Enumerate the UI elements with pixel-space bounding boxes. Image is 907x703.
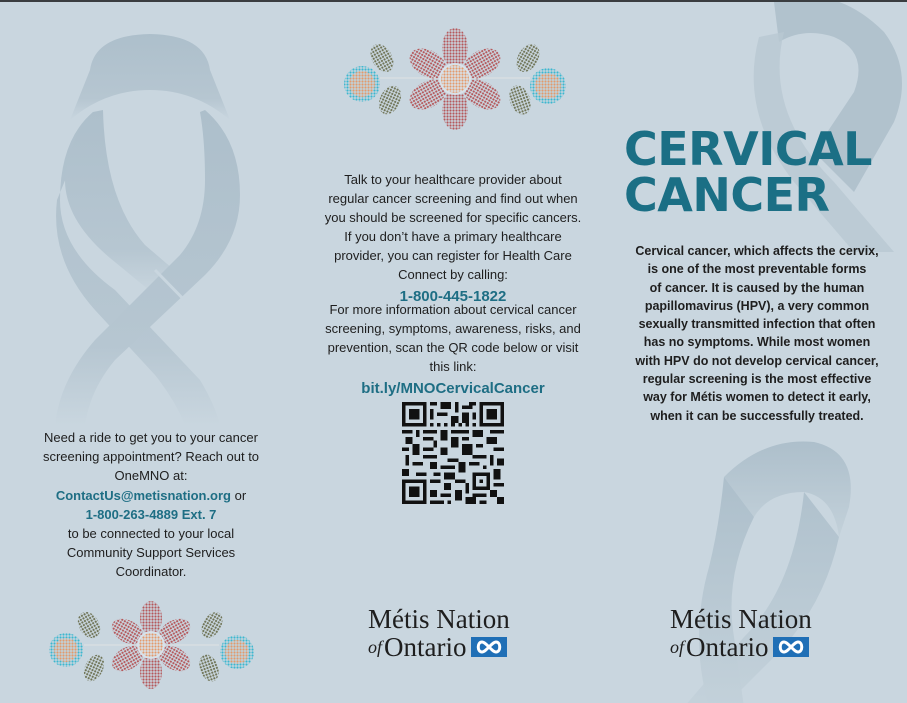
infinity-flag-icon	[471, 637, 507, 657]
cervical-cancer-description	[622, 242, 892, 425]
logo-of: of	[670, 637, 685, 657]
left-panel	[0, 2, 302, 703]
beadwork-flower-icon	[340, 26, 570, 136]
description-line: regular screening is the most effective	[642, 372, 872, 387]
more-info-block	[318, 300, 588, 400]
info-text-line: prevention, scan the QR code below or visit	[327, 340, 579, 355]
description-line: has no symptoms. While most women	[643, 335, 871, 350]
ride-text-line: to be connected to your local	[67, 526, 235, 542]
description-line: papillomavirus (HPV), a very common	[644, 298, 870, 313]
description-line: of cancer. It is caused by the human	[649, 280, 865, 295]
description-line: sexually transmitted infection that often	[638, 317, 876, 332]
provider-text-line: Talk to your healthcare provider about	[344, 172, 562, 187]
ride-text-line: Coordinator.	[115, 564, 187, 580]
cervical-cancer-link[interactable]: bit.ly/MNOCervicalCancer	[361, 380, 545, 397]
logo-ontario: Ontario	[686, 632, 769, 662]
provider-text-line: Connect by calling:	[398, 267, 508, 282]
provider-text-line: provider, you can register for Health Care	[334, 248, 572, 263]
metis-nation-ontario-logo	[368, 605, 548, 665]
or-text: or	[231, 487, 247, 503]
description-line: way for Métis women to detect it early,	[643, 390, 871, 405]
title-line2: CANCER	[624, 168, 830, 222]
infinity-flag-icon	[773, 637, 809, 657]
beadwork-flower-icon	[44, 600, 259, 695]
logo-line1: Métis Nation	[670, 604, 812, 634]
health-care-connect-block	[318, 170, 588, 308]
description-line: Cervical cancer, which affects the cervix,	[635, 244, 879, 258]
ride-text-line: Community Support Services	[66, 545, 236, 561]
health-care-connect-phone-link[interactable]: 1-800-445-1822	[399, 288, 507, 305]
description-line: with HPV do not develop cervical cancer,	[635, 353, 879, 368]
logo-of: of	[368, 637, 383, 657]
metis-nation-ontario-logo	[670, 605, 850, 665]
description-line: when it can be successfully treated.	[650, 408, 864, 423]
onemno-phone-link[interactable]: 1-800-263-4889 Ext. 7	[85, 506, 217, 522]
logo-line2	[368, 633, 548, 661]
logo-line1: Métis Nation	[368, 604, 510, 634]
right-panel	[604, 2, 907, 703]
contact-email-link[interactable]: ContactUs@metisnation.org	[55, 487, 232, 503]
logo-ontario: Ontario	[384, 632, 467, 662]
middle-panel	[302, 2, 604, 703]
ride-info-block	[22, 428, 280, 582]
ride-contact-line	[22, 486, 280, 505]
logo-line2	[670, 633, 850, 661]
provider-text-line: regular cancer screening and find out when	[328, 191, 578, 206]
provider-text-line: If you don’t have a primary healthcare	[344, 229, 562, 244]
qr-code-icon[interactable]	[402, 402, 504, 504]
provider-text-line: you should be screened for specific cancers.	[324, 210, 582, 225]
info-text-line: For more information about cervical cancer	[329, 302, 577, 317]
description-line: is one of the most preventable forms	[647, 262, 867, 277]
title-line1: CERVICAL	[624, 122, 872, 176]
info-text-line: this link:	[429, 359, 477, 374]
ride-text-line: Need a ride to get you to your cancer	[44, 430, 258, 445]
info-text-line: screening, symptoms, awareness, risks, and	[325, 321, 581, 336]
page-title	[624, 122, 894, 222]
ride-text-line: screening appointment? Reach out to	[42, 449, 260, 465]
awareness-ribbon-icon	[55, 30, 245, 425]
ride-text-line: OneMNO at:	[114, 468, 188, 484]
